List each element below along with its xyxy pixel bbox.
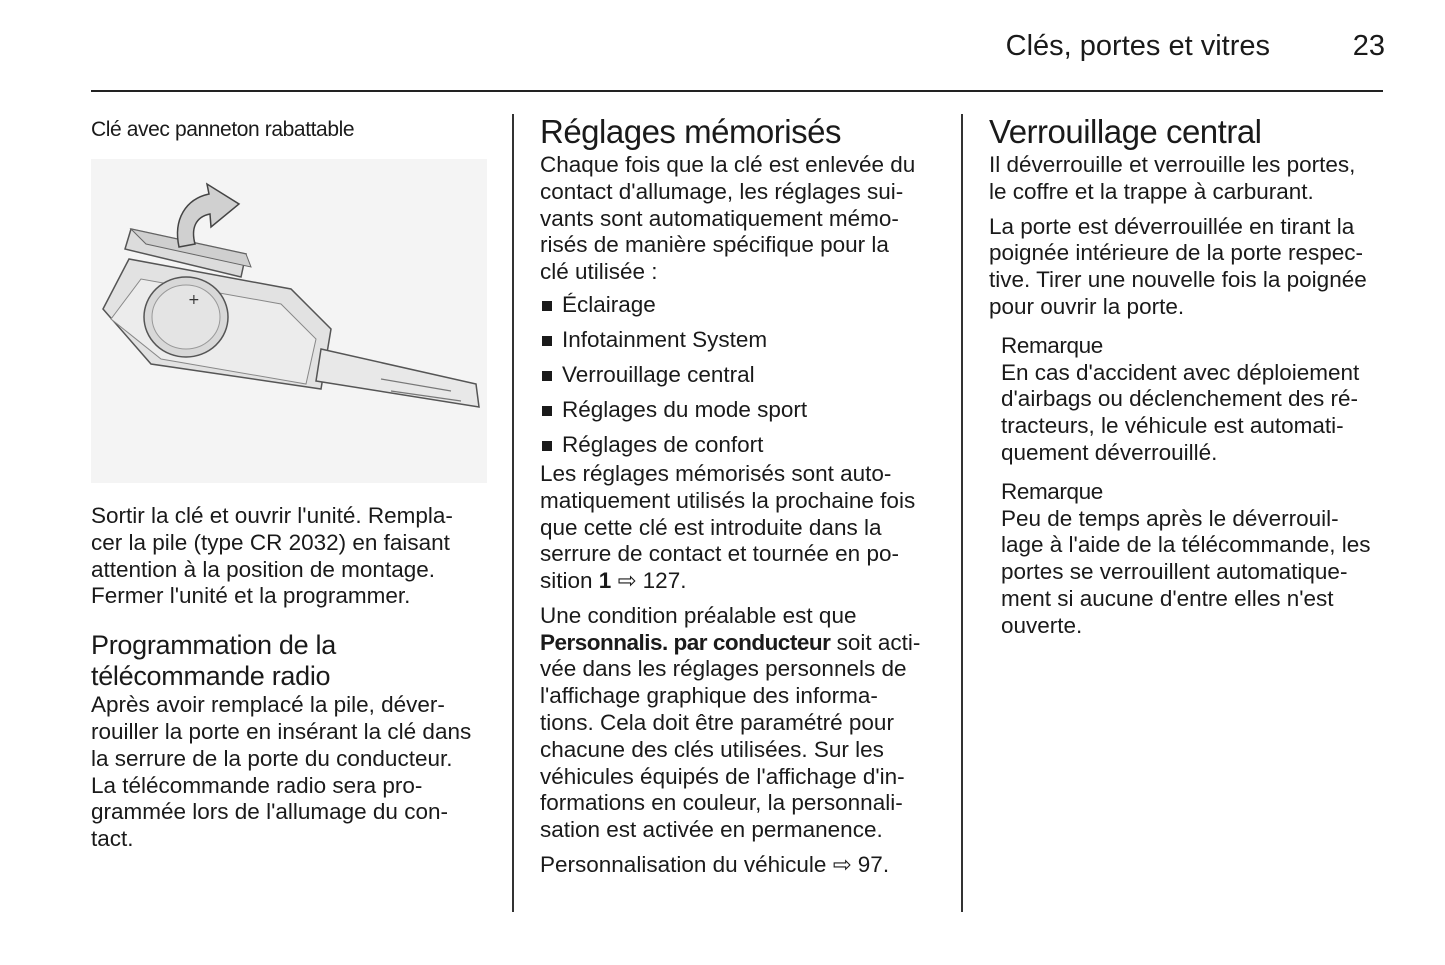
page-reference-link[interactable]: 127. <box>636 568 687 594</box>
section-heading-verrouillage: Verrouillage central <box>989 113 1262 150</box>
key-illustration-svg <box>91 159 487 483</box>
memorized-settings-list <box>540 292 940 459</box>
page-reference-link[interactable]: 97. <box>851 852 890 878</box>
note-title: Remarque <box>1001 478 1103 504</box>
left-column <box>91 112 491 853</box>
verrouillage-paragraph-2: La porte est déverrouillée en tirant la poignée intérieure de la porte respec- tive. Tirer une nouvelle fois la poignée pour ouvrir la porte. <box>989 213 1367 319</box>
key-battery-illustration <box>91 159 487 483</box>
middle-column <box>540 112 940 879</box>
list-item: Verrouillage central <box>540 362 940 389</box>
verrouillage-paragraph-1: Il déverrouille et verrouille les portes, le coffre et la trappe à carburant. <box>989 152 1356 204</box>
column-divider-2 <box>961 114 963 912</box>
note-title: Remarque <box>1001 332 1103 358</box>
bullet-icon <box>542 336 552 346</box>
reglages-condition-paragraph: Une condition préalable est que Personnalis. par conducteur soit acti- vée dans les réglages personnels de l'affichage graphique des informa- tions. Cela doit être paramétré pour chacune des clés utilisées. Sur les véhicules équipés de l'affichage d'in- formations en couleur, la personnali- sation est activée en permanence. <box>540 602 921 843</box>
programmation-paragraph: Après avoir remplacé la pile, déver- rouiller la porte en insérant la clé dans la serrure de la porte du conducteur. La télécommande radio sera pro- grammée lors de l'allumage du con- tact. <box>91 692 472 852</box>
section-heading-programmation: Programmation de la télécommande radio <box>91 630 336 692</box>
list-item: Infotainment System <box>540 327 940 354</box>
page-header-title: Clés, portes et vitres <box>1005 30 1270 62</box>
menu-setting-name: Personnalis. par conducteur <box>540 629 831 655</box>
note-text: En cas d'accident avec déploiement d'airbags ou déclenchement des ré- tracteurs, le véhicule est automati- quement déverrouillé. <box>1001 359 1360 465</box>
page-ref-arrow-icon: ⇨ <box>617 568 637 594</box>
reglages-usage-paragraph: Les réglages mémorisés sont auto- matiquement utilisés la prochaine fois que cette clé est introduite dans la serrure de contact et tournée en po- sition 1 ⇨ 127. <box>540 460 916 594</box>
note-accident <box>989 333 1389 467</box>
reglages-intro: Chaque fois que la clé est enlevée du contact d'allumage, les réglages sui- vants sont automatiquement mémo- risés de manière spécifique pour la clé utilisée : <box>540 152 916 285</box>
column-divider-1 <box>512 114 514 912</box>
note-auto-relock <box>989 479 1389 640</box>
header-divider <box>91 90 1383 92</box>
personnalisation-reference: Personnalisation du véhicule ⇨ 97. <box>540 852 890 878</box>
bullet-icon <box>542 441 552 451</box>
battery-paragraph: Sortir la clé et ouvrir l'unité. Rempla- cer la pile (type CR 2032) en faisant attention à la position de montage. Fermer l'unité et la programmer. <box>91 503 453 609</box>
note-text: Peu de temps après le déverrouil- lage à l'aide de la télécommande, les portes se verrouillent automatique- ment si aucune d'entre elles n'est ouverte. <box>1001 505 1371 638</box>
right-column <box>989 112 1389 640</box>
bullet-icon <box>542 371 552 381</box>
list-item: Réglages du mode sport <box>540 397 940 424</box>
list-item: Éclairage <box>540 292 940 319</box>
figure-caption: Clé avec panneton rabattable <box>91 118 355 141</box>
page-ref-arrow-icon: ⇨ <box>832 852 852 878</box>
bullet-icon <box>542 301 552 311</box>
section-heading-reglages: Réglages mémorisés <box>540 113 841 150</box>
bullet-icon <box>542 406 552 416</box>
list-item: Réglages de confort <box>540 432 940 459</box>
page-number: 23 <box>1352 30 1385 62</box>
battery-plus-label: + <box>188 292 200 308</box>
